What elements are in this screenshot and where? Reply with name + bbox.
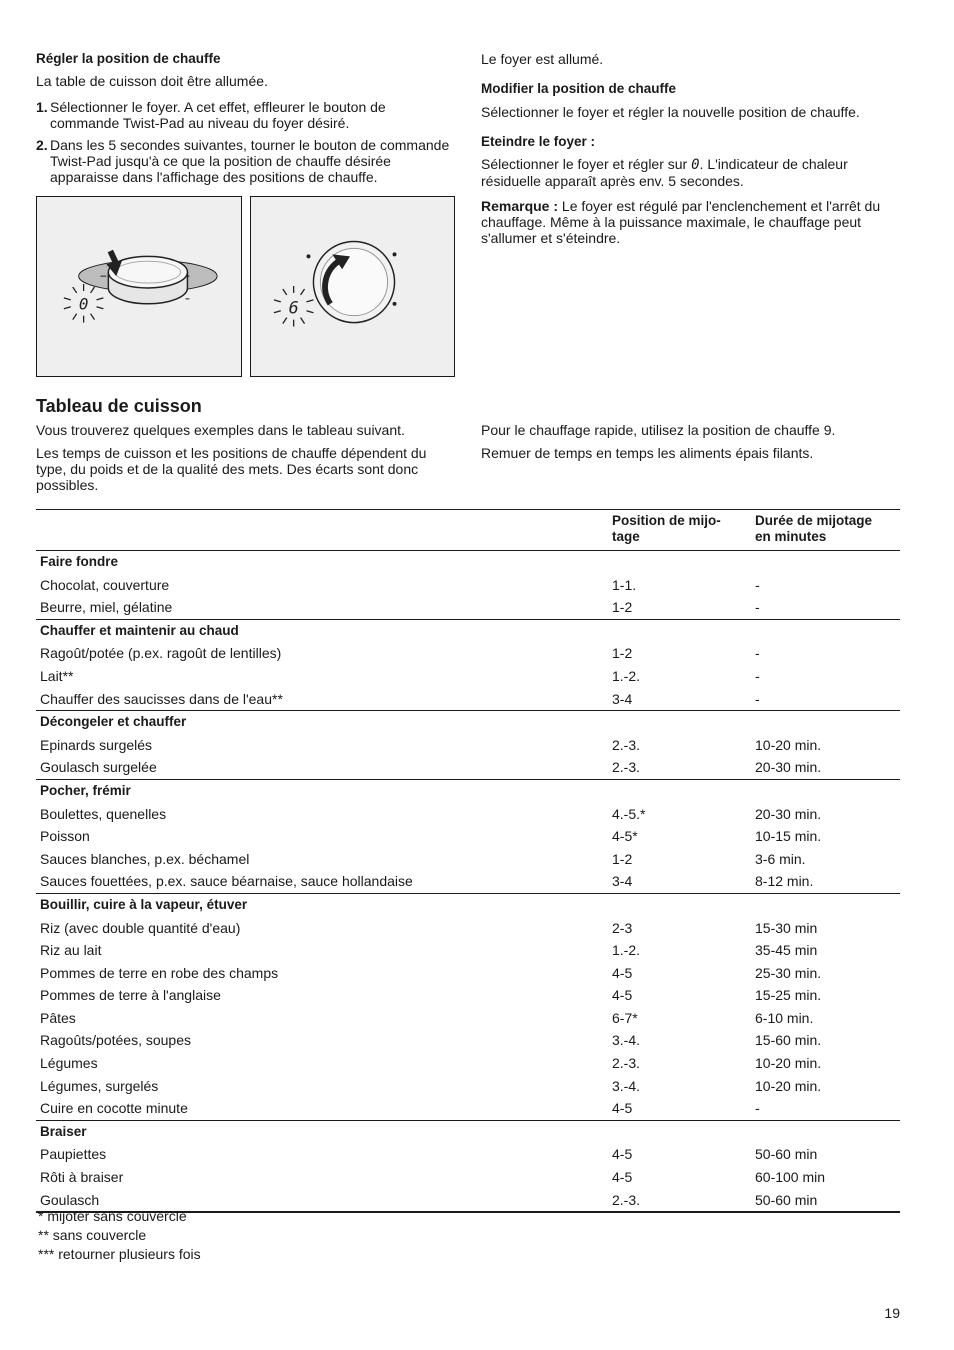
food-cell: Sauces fouettées, p.ex. sauce béarnaise, sauce hollandaise	[40, 873, 413, 890]
food-cell: Chocolat, couverture	[40, 576, 170, 593]
turn-off-heading: Eteindre le foyer :	[481, 134, 596, 149]
hob-on-text: Le foyer est allumé.	[481, 51, 604, 67]
page-number: 19	[884, 1305, 900, 1321]
table-row	[36, 848, 900, 871]
food-cell: Beurre, miel, gélatine	[40, 599, 173, 616]
cooking-intro-3: Pour le chauffage rapide, utilisez la position de chauffe 9.	[481, 422, 836, 438]
footnote-3: *** retourner plusieurs fois	[38, 1246, 201, 1262]
food-cell: Pâtes	[40, 1009, 76, 1026]
duration-cell: 50-60 min	[751, 1189, 900, 1213]
table-row	[36, 1143, 900, 1166]
position-cell: 1-2	[612, 850, 633, 867]
group-title: Décongeler et chauffer	[36, 711, 900, 734]
set-heat-intro: La table de cuisson doit être allumée.	[36, 73, 268, 89]
cooking-intro-1: Vous trouverez quelques exemples dans le tableau suivant.	[36, 422, 405, 438]
duration-cell: -	[755, 690, 760, 707]
table-group-row	[36, 893, 900, 916]
duration-cell: 8-12 min.	[755, 873, 814, 890]
group-title: Pocher, frémir	[36, 779, 900, 802]
table-header-row	[36, 510, 900, 551]
duration-cell: -	[755, 599, 760, 616]
position-cell: 4-5	[612, 1146, 633, 1163]
position-cell: 4-5*	[612, 828, 638, 845]
food-cell: Goulasch surgelée	[40, 759, 157, 776]
duration-cell: 60-100 min	[755, 1169, 826, 1186]
table-row	[36, 803, 900, 826]
table-row	[36, 574, 900, 597]
food-cell: Goulasch	[36, 1189, 608, 1213]
food-cell: Riz (avec double quantité d'eau)	[40, 919, 241, 936]
duration-cell: 20-30 min.	[755, 759, 822, 776]
duration-cell: 20-30 min.	[755, 805, 822, 822]
table-row	[36, 917, 900, 940]
food-cell: Rôti à braiser	[40, 1169, 124, 1186]
duration-cell: 25-30 min.	[755, 964, 822, 981]
note-label: Remarque :	[481, 198, 559, 214]
header-position: Position de mijo- tage	[608, 510, 751, 551]
header-food	[36, 510, 608, 551]
food-cell: Lait**	[40, 667, 74, 684]
table-row	[36, 756, 900, 779]
cooking-table-title: Tableau de cuisson	[36, 396, 202, 416]
food-cell: Pommes de terre en robe des champs	[40, 964, 279, 981]
position-cell: 2.-3.	[612, 736, 641, 753]
step-2	[36, 137, 456, 185]
duration-cell: 10-20 min.	[755, 1055, 822, 1072]
header-duration: Durée de mijotage en minutes	[751, 510, 900, 551]
cooking-intro-4: Remuer de temps en temps les aliments épais filants.	[481, 445, 814, 461]
footnote-2: ** sans couvercle	[38, 1227, 147, 1243]
position-cell: 4-5	[612, 1169, 633, 1186]
set-heat-heading: Régler la position de chauffe	[36, 51, 221, 66]
food-cell: Légumes	[40, 1055, 98, 1072]
twistpad-turn-illustration	[251, 197, 454, 376]
zero-symbol: 0	[691, 157, 700, 173]
duration-cell: -	[755, 667, 760, 684]
group-title: Faire fondre	[40, 554, 119, 569]
duration-cell: 50-60 min	[755, 1146, 818, 1163]
food-cell: Pommes de terre à l'anglaise	[40, 987, 221, 1004]
step-2-text: Dans les 5 secondes suivantes, tourner le bouton de commande Twist-Pad jusqu'à ce que la position de chauffe désirée apparaisse dans l'affichage des positions de chauffe.	[50, 137, 450, 185]
display-digit-right: 6	[288, 297, 299, 318]
food-cell: Chauffer des saucisses dans de l'eau**	[40, 690, 283, 707]
table-group-row	[36, 551, 900, 574]
table-row	[36, 825, 900, 848]
position-cell: 6-7*	[612, 1009, 638, 1026]
position-cell: 2.-3.	[612, 1055, 641, 1072]
table-row	[36, 1097, 900, 1120]
note-text: Le foyer est régulé par l'enclenchement et l'arrêt du chauffage. Même à la puissance maximale, le chauffage peut s'allumer et s'éteindre.	[481, 198, 881, 246]
duration-cell: 6-10 min.	[755, 1009, 814, 1026]
group-title: Chauffer et maintenir au chaud	[36, 619, 900, 642]
position-cell: 3.-4.	[612, 1032, 641, 1049]
turn-off-text-b: . L'indicateur de chaleur résiduelle apparaît après env. 5 secondes.	[481, 156, 848, 189]
duration-cell: -	[755, 645, 760, 662]
step-1	[36, 99, 456, 131]
table-row	[36, 734, 900, 757]
table-group-row	[36, 779, 900, 802]
figure-turn-twistpad	[250, 196, 455, 377]
note-paragraph	[481, 198, 901, 246]
food-cell: Sauces blanches, p.ex. béchamel	[40, 850, 250, 867]
turn-off-text-a: Sélectionner le foyer et régler sur	[481, 156, 692, 172]
position-cell: 3.-4.	[612, 1077, 641, 1094]
modify-text: Sélectionner le foyer et régler la nouvelle position de chauffe.	[481, 104, 860, 120]
figure-touch-twistpad	[36, 196, 242, 377]
food-cell: Paupiettes	[40, 1146, 107, 1163]
food-cell: Epinards surgelés	[40, 736, 153, 753]
table-row	[36, 642, 900, 665]
table-group-row	[36, 619, 900, 642]
turn-off-text	[481, 156, 901, 189]
table-row	[36, 688, 900, 711]
duration-cell: 10-20 min.	[755, 736, 822, 753]
position-cell: 4-5	[612, 1100, 633, 1117]
step-2-number: 2.	[36, 137, 48, 153]
duration-cell: 15-25 min.	[755, 987, 822, 1004]
group-title: Bouillir, cuire à la vapeur, étuver	[36, 893, 900, 916]
duration-cell: 35-45 min	[755, 942, 818, 959]
twistpad-touch-illustration	[37, 197, 241, 376]
food-cell: Poisson	[40, 828, 90, 845]
table-group-row	[36, 1120, 900, 1143]
position-cell: 1-2	[612, 599, 633, 616]
duration-cell: 15-60 min.	[755, 1032, 822, 1049]
position-cell: 4.-5.*	[612, 805, 646, 822]
position-cell: 2.-3.	[612, 759, 641, 776]
position-cell: 1.-2.	[612, 667, 641, 684]
table-row	[36, 1029, 900, 1052]
position-cell: 3-4	[612, 690, 633, 707]
position-cell: 2.-3.	[608, 1189, 751, 1213]
table-row	[36, 962, 900, 985]
position-cell: 1-2	[612, 645, 633, 662]
duration-cell: -	[755, 1100, 760, 1117]
footnote-1: * mijoter sans couvercle	[38, 1208, 187, 1224]
table-row	[36, 1166, 900, 1189]
duration-cell: 10-20 min.	[755, 1077, 822, 1094]
table-row	[36, 870, 900, 893]
food-cell: Boulettes, quenelles	[40, 805, 167, 822]
position-cell: 4-5	[612, 987, 633, 1004]
food-cell: Cuire en cocotte minute	[40, 1100, 188, 1117]
position-cell: 1.-2.	[612, 942, 641, 959]
position-cell: 4-5	[612, 964, 633, 981]
step-1-text: Sélectionner le foyer. A cet effet, effleurer le bouton de commande Twist-Pad au niveau du foyer désiré.	[50, 99, 386, 131]
step-1-number: 1.	[36, 99, 48, 115]
food-cell: Légumes, surgelés	[40, 1077, 159, 1094]
position-cell: 3-4	[612, 873, 633, 890]
table-row	[36, 665, 900, 688]
duration-cell: -	[755, 576, 760, 593]
duration-cell: 3-6 min.	[755, 850, 806, 867]
food-cell: Ragoût/potée (p.ex. ragoût de lentilles)	[40, 645, 282, 662]
table-row	[36, 1075, 900, 1098]
position-cell: 1-1.	[612, 576, 637, 593]
table-row	[36, 1052, 900, 1075]
modify-heading: Modifier la position de chauffe	[481, 81, 677, 96]
table-row	[36, 596, 900, 619]
food-cell: Riz au lait	[40, 942, 102, 959]
table-row	[36, 1007, 900, 1030]
group-title: Braiser	[36, 1120, 900, 1143]
display-digit-left: 0	[78, 294, 89, 314]
cooking-intro-2: Les temps de cuisson et les positions de chauffe dépendent du type, du poids et de la qualité des mets. Des écarts sont donc possibles.	[36, 445, 427, 493]
table-row	[36, 984, 900, 1007]
table-row	[36, 939, 900, 962]
duration-cell: 10-15 min.	[755, 828, 822, 845]
cooking-table-body	[36, 551, 900, 1213]
position-cell: 2-3	[612, 919, 633, 936]
cooking-table	[36, 509, 900, 1213]
food-cell: Ragoûts/potées, soupes	[40, 1032, 191, 1049]
table-group-row	[36, 711, 900, 734]
duration-cell: 15-30 min	[755, 919, 818, 936]
